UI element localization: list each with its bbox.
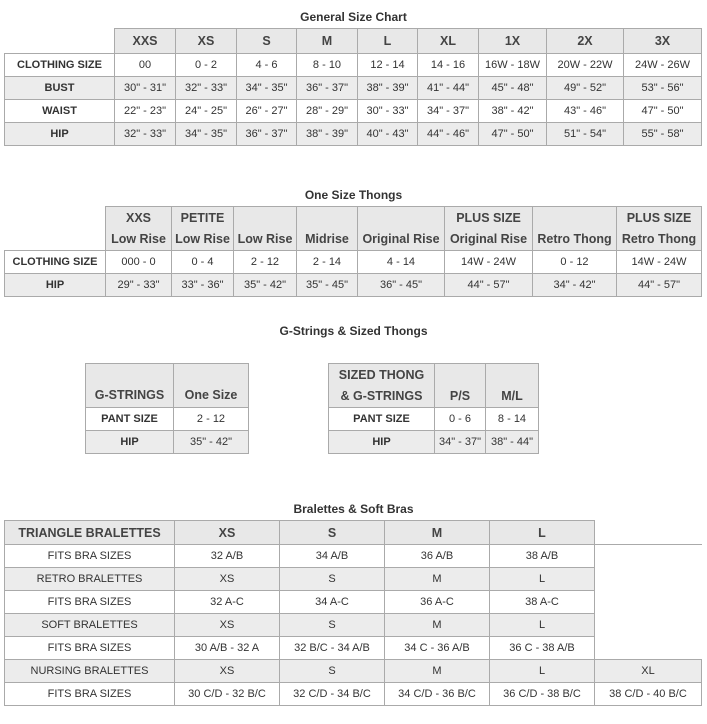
bralettes-empty bbox=[595, 521, 702, 545]
row-label: CLOTHING SIZE bbox=[5, 251, 106, 274]
table-row bbox=[5, 614, 702, 637]
table-cell: M bbox=[385, 568, 490, 591]
table-cell: 34" - 37" bbox=[435, 431, 486, 454]
general-col-header: XS bbox=[176, 29, 237, 54]
gstrings-header: G-STRINGS bbox=[86, 364, 174, 408]
table-row bbox=[5, 54, 702, 77]
table-row bbox=[5, 660, 702, 683]
table-row bbox=[5, 274, 702, 297]
table-cell: S bbox=[280, 660, 385, 683]
sized-thongs-col-header: M/L bbox=[486, 386, 539, 408]
general-size-table bbox=[4, 28, 702, 146]
gstrings-table bbox=[85, 363, 249, 454]
table-cell: 34" - 42" bbox=[533, 274, 617, 297]
table-cell: 30 A/B - 32 A bbox=[175, 637, 280, 660]
thongs-col-header-top bbox=[234, 207, 297, 229]
general-col-header: XL bbox=[418, 29, 479, 54]
table-cell: 36" - 37" bbox=[297, 77, 358, 100]
thongs-col-header-top bbox=[358, 207, 445, 229]
table-cell: 38 A/B bbox=[490, 545, 595, 568]
table-cell: 0 - 12 bbox=[533, 251, 617, 274]
table-cell-empty bbox=[595, 568, 702, 591]
thongs-col-header-top bbox=[533, 207, 617, 229]
general-col-header: 2X bbox=[547, 29, 624, 54]
thongs-col-header-top: PLUS SIZE bbox=[445, 207, 533, 229]
table-cell-empty bbox=[595, 545, 702, 568]
table-cell: 34 C/D - 36 B/C bbox=[385, 683, 490, 706]
table-row bbox=[86, 408, 249, 431]
table-cell: 26" - 27" bbox=[237, 100, 297, 123]
table-row bbox=[86, 431, 249, 454]
row-label: BUST bbox=[5, 77, 115, 100]
row-label: CLOTHING SIZE bbox=[5, 54, 115, 77]
table-cell: 32" - 33" bbox=[176, 77, 237, 100]
table-cell: 38 C/D - 40 B/C bbox=[595, 683, 702, 706]
thongs-title: One Size Thongs bbox=[304, 188, 403, 202]
table-cell: 32 C/D - 34 B/C bbox=[280, 683, 385, 706]
table-row bbox=[5, 251, 702, 274]
table-cell-empty bbox=[595, 614, 702, 637]
table-cell: 24W - 26W bbox=[624, 54, 702, 77]
row-label: WAIST bbox=[5, 100, 115, 123]
table-cell: 38" - 42" bbox=[479, 100, 547, 123]
table-cell: 2 - 12 bbox=[174, 408, 249, 431]
row-label: FITS BRA SIZES bbox=[5, 637, 175, 660]
table-cell: 55" - 58" bbox=[624, 123, 702, 146]
table-row bbox=[5, 123, 702, 146]
thongs-col-header: Low Rise bbox=[172, 229, 234, 251]
table-cell: 47" - 50" bbox=[479, 123, 547, 146]
table-cell: 30 C/D - 32 B/C bbox=[175, 683, 280, 706]
table-cell: S bbox=[280, 568, 385, 591]
table-cell: 8 - 14 bbox=[486, 408, 539, 431]
table-cell: M bbox=[385, 660, 490, 683]
table-cell: 33" - 36" bbox=[172, 274, 234, 297]
table-cell: 4 - 6 bbox=[237, 54, 297, 77]
table-cell: 35" - 42" bbox=[234, 274, 297, 297]
bralettes-table bbox=[4, 520, 702, 706]
table-cell: 43" - 46" bbox=[547, 100, 624, 123]
table-cell: 44" - 57" bbox=[617, 274, 702, 297]
table-cell: L bbox=[490, 660, 595, 683]
thongs-col-header: Midrise bbox=[297, 229, 358, 251]
row-label: NURSING BRALETTES bbox=[5, 660, 175, 683]
table-row bbox=[5, 637, 702, 660]
table-cell: 32" - 33" bbox=[115, 123, 176, 146]
table-cell: 36 C/D - 38 B/C bbox=[490, 683, 595, 706]
row-label: HIP bbox=[5, 123, 115, 146]
table-cell: 000 - 0 bbox=[106, 251, 172, 274]
table-cell: M bbox=[385, 614, 490, 637]
table-cell: 34 C - 36 A/B bbox=[385, 637, 490, 660]
general-col-header: XXS bbox=[115, 29, 176, 54]
table-cell: 36 A/B bbox=[385, 545, 490, 568]
table-cell: 29" - 33" bbox=[106, 274, 172, 297]
thongs-col-header: Original Rise bbox=[445, 229, 533, 251]
thongs-col-header-top: PETITE bbox=[172, 207, 234, 229]
table-cell: 35" - 42" bbox=[174, 431, 249, 454]
table-cell: 24" - 25" bbox=[176, 100, 237, 123]
table-row bbox=[5, 568, 702, 591]
table-cell: 32 A-C bbox=[175, 591, 280, 614]
general-col-header: S bbox=[237, 29, 297, 54]
general-col-header: M bbox=[297, 29, 358, 54]
table-cell-empty bbox=[595, 637, 702, 660]
row-label: RETRO BRALETTES bbox=[5, 568, 175, 591]
table-row bbox=[329, 431, 539, 454]
bralettes-col-header: XS bbox=[175, 521, 280, 545]
table-cell: 34" - 37" bbox=[418, 100, 479, 123]
table-cell: 49" - 52" bbox=[547, 77, 624, 100]
table-cell: 44" - 57" bbox=[445, 274, 533, 297]
table-cell: 0 - 6 bbox=[435, 408, 486, 431]
gstrings-col-header: One Size bbox=[174, 364, 249, 408]
table-cell: 32 B/C - 34 A/B bbox=[280, 637, 385, 660]
gstrings-title: G-Strings & Sized Thongs bbox=[279, 324, 428, 338]
thongs-col-header: Low Rise bbox=[234, 229, 297, 251]
bralettes-header: TRIANGLE BRALETTES bbox=[5, 521, 175, 545]
table-cell: 0 - 4 bbox=[172, 251, 234, 274]
table-cell: 35" - 45" bbox=[297, 274, 358, 297]
table-row bbox=[5, 591, 702, 614]
table-cell: XS bbox=[175, 568, 280, 591]
table-cell: XS bbox=[175, 614, 280, 637]
table-row bbox=[329, 408, 539, 431]
table-cell: 14W - 24W bbox=[617, 251, 702, 274]
table-cell: 40" - 43" bbox=[358, 123, 418, 146]
table-cell: 41" - 44" bbox=[418, 77, 479, 100]
table-cell: 8 - 10 bbox=[297, 54, 358, 77]
row-label: FITS BRA SIZES bbox=[5, 545, 175, 568]
table-cell: 38" - 39" bbox=[358, 77, 418, 100]
table-cell: 34 A/B bbox=[280, 545, 385, 568]
table-cell: 34 A-C bbox=[280, 591, 385, 614]
general-col-header: 1X bbox=[479, 29, 547, 54]
general-col-header: L bbox=[358, 29, 418, 54]
table-cell: XS bbox=[175, 660, 280, 683]
table-cell: L bbox=[490, 568, 595, 591]
bralettes-col-header: M bbox=[385, 521, 490, 545]
table-cell: 38" - 44" bbox=[486, 431, 539, 454]
table-cell: XL bbox=[595, 660, 702, 683]
thongs-corner-cell bbox=[5, 207, 106, 251]
general-col-header: 3X bbox=[624, 29, 702, 54]
table-cell: 38" - 39" bbox=[297, 123, 358, 146]
row-label: FITS BRA SIZES bbox=[5, 683, 175, 706]
row-label: HIP bbox=[86, 431, 174, 454]
table-cell: 34" - 35" bbox=[176, 123, 237, 146]
bralettes-title: Bralettes & Soft Bras bbox=[293, 502, 414, 516]
general-corner-cell bbox=[5, 29, 115, 54]
general-size-chart-title: General Size Chart bbox=[300, 10, 407, 24]
table-cell: 36" - 37" bbox=[237, 123, 297, 146]
table-cell: 45" - 48" bbox=[479, 77, 547, 100]
table-cell: 14 - 16 bbox=[418, 54, 479, 77]
thongs-table bbox=[4, 206, 702, 297]
thongs-col-header: Retro Thong bbox=[617, 229, 702, 251]
row-label: PANT SIZE bbox=[329, 408, 435, 431]
table-cell: 12 - 14 bbox=[358, 54, 418, 77]
table-cell: L bbox=[490, 614, 595, 637]
sized-thongs-header: & G-STRINGS bbox=[329, 386, 435, 408]
table-cell: 4 - 14 bbox=[358, 251, 445, 274]
sized-thongs-blank bbox=[435, 364, 486, 386]
table-cell: 20W - 22W bbox=[547, 54, 624, 77]
table-cell: 28" - 29" bbox=[297, 100, 358, 123]
table-cell: 2 - 12 bbox=[234, 251, 297, 274]
table-cell: 53" - 56" bbox=[624, 77, 702, 100]
table-cell: 30" - 31" bbox=[115, 77, 176, 100]
table-cell: 14W - 24W bbox=[445, 251, 533, 274]
table-cell-empty bbox=[595, 591, 702, 614]
table-cell: 30" - 33" bbox=[358, 100, 418, 123]
thongs-col-header-top: XXS bbox=[106, 207, 172, 229]
table-cell: 16W - 18W bbox=[479, 54, 547, 77]
bralettes-col-header: S bbox=[280, 521, 385, 545]
table-cell: 32 A/B bbox=[175, 545, 280, 568]
thongs-col-header: Low Rise bbox=[106, 229, 172, 251]
row-label: HIP bbox=[5, 274, 106, 297]
table-row bbox=[5, 77, 702, 100]
table-cell: 0 - 2 bbox=[176, 54, 237, 77]
sized-thongs-col-header: P/S bbox=[435, 386, 486, 408]
thongs-col-header: Original Rise bbox=[358, 229, 445, 251]
sized-thongs-table bbox=[328, 363, 539, 454]
table-cell: 22" - 23" bbox=[115, 100, 176, 123]
table-cell: 36 C - 38 A/B bbox=[490, 637, 595, 660]
thongs-col-header-top bbox=[297, 207, 358, 229]
table-cell: 00 bbox=[115, 54, 176, 77]
sized-thongs-header-top: SIZED THONG bbox=[329, 364, 435, 386]
table-cell: 2 - 14 bbox=[297, 251, 358, 274]
table-cell: 34" - 35" bbox=[237, 77, 297, 100]
row-label: PANT SIZE bbox=[86, 408, 174, 431]
table-cell: S bbox=[280, 614, 385, 637]
thongs-col-header-top: PLUS SIZE bbox=[617, 207, 702, 229]
table-cell: 38 A-C bbox=[490, 591, 595, 614]
table-cell: 36" - 45" bbox=[358, 274, 445, 297]
table-row bbox=[5, 100, 702, 123]
table-row bbox=[5, 545, 702, 568]
row-label: HIP bbox=[329, 431, 435, 454]
row-label: SOFT BRALETTES bbox=[5, 614, 175, 637]
table-row bbox=[5, 683, 702, 706]
table-cell: 44" - 46" bbox=[418, 123, 479, 146]
sized-thongs-blank bbox=[486, 364, 539, 386]
thongs-col-header: Retro Thong bbox=[533, 229, 617, 251]
bralettes-col-header: L bbox=[490, 521, 595, 545]
table-cell: 47" - 50" bbox=[624, 100, 702, 123]
row-label: FITS BRA SIZES bbox=[5, 591, 175, 614]
table-cell: 36 A-C bbox=[385, 591, 490, 614]
table-cell: 51" - 54" bbox=[547, 123, 624, 146]
